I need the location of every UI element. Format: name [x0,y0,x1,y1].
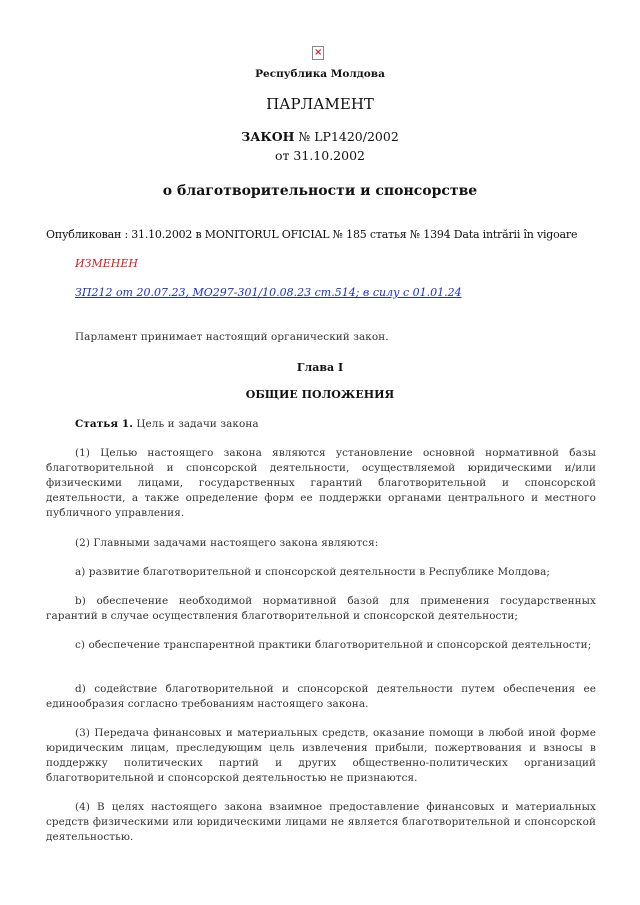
republic-heading: Республика Молдова [255,68,385,80]
paragraph-2: (2) Главными задачами настоящего закона являются: [75,537,379,549]
paragraph-2a: a) развитие благотворительной и спонсорской деятельности в Республике Молдова; [75,566,550,578]
article-label: Статья 1. [75,418,133,430]
article-heading [46,417,596,432]
law-number-line [0,129,640,144]
paragraph-2b: b) обеспечение необходимой нормативной базой для применения государственных гарантий в случае осуществления благотворительной и спонсорской деятельности; [46,595,596,622]
chapter-title: ОБЩИЕ ПОЛОЖЕНИЯ [245,388,395,401]
paragraph-1: (1) Целью настоящего закона являются установление основной нормативной базы благотворительной и спонсорской деятельности, осуществляемой юридическими и/или физическими лицами, государственных гарантий благотворительной и спонсорской деятельности, а также определение форм ее поддержки органами центрального и местного публичного управления. [46,447,596,519]
modified-label: ИЗМЕНЕН [75,257,138,270]
law-title: о благотворительности и спонсорстве [162,183,478,199]
intro-paragraph: Парламент принимает настоящий органический закон. [75,331,389,343]
broken-image-icon: × [314,47,323,58]
paragraph-2c: c) обеспечение транспарентной практики благотворительной и спонсорской деятельности; [75,639,592,651]
article-title: Цель и задачи закона [132,418,259,430]
law-label: ЗАКОН [241,129,295,144]
law-number: № LP1420/2002 [298,129,399,144]
paragraph-2d: d) содействие благотворительной и спонсорской деятельности путем обеспечения ее единообразия согласно требованиям настоящего закона. [46,683,596,710]
chapter-heading: Глава I [296,361,344,374]
paragraph-4: (4) В целях настоящего закона взаимное предоставление финансовых и материальных средств физическими или юридическими лицами не является благотворительной и спонсорской деятельностью. [46,801,596,843]
law-date: от 31.10.2002 [275,148,365,163]
paragraph-3: (3) Передача финансовых и материальных средств, оказание помощи в любой иной форме юридическим лицам, преследующим цель извлечения прибыли, пожертвования и взносы в поддержку политических партий и других общественно-политических организаций благотворительной и спонсорской деятельностью не признаются. [46,727,596,784]
parliament-heading: ПАРЛАМЕНТ [266,95,374,113]
publication-info: Опубликован : 31.10.2002 в MONITORUL OFICIAL № 185 статья № 1394 Data intrării în vigoare [46,228,578,241]
modification-link[interactable]: ЗП212 от 20.07.23, МО297-301/10.08.23 ст.514; в силу с 01.01.24 [75,286,462,299]
